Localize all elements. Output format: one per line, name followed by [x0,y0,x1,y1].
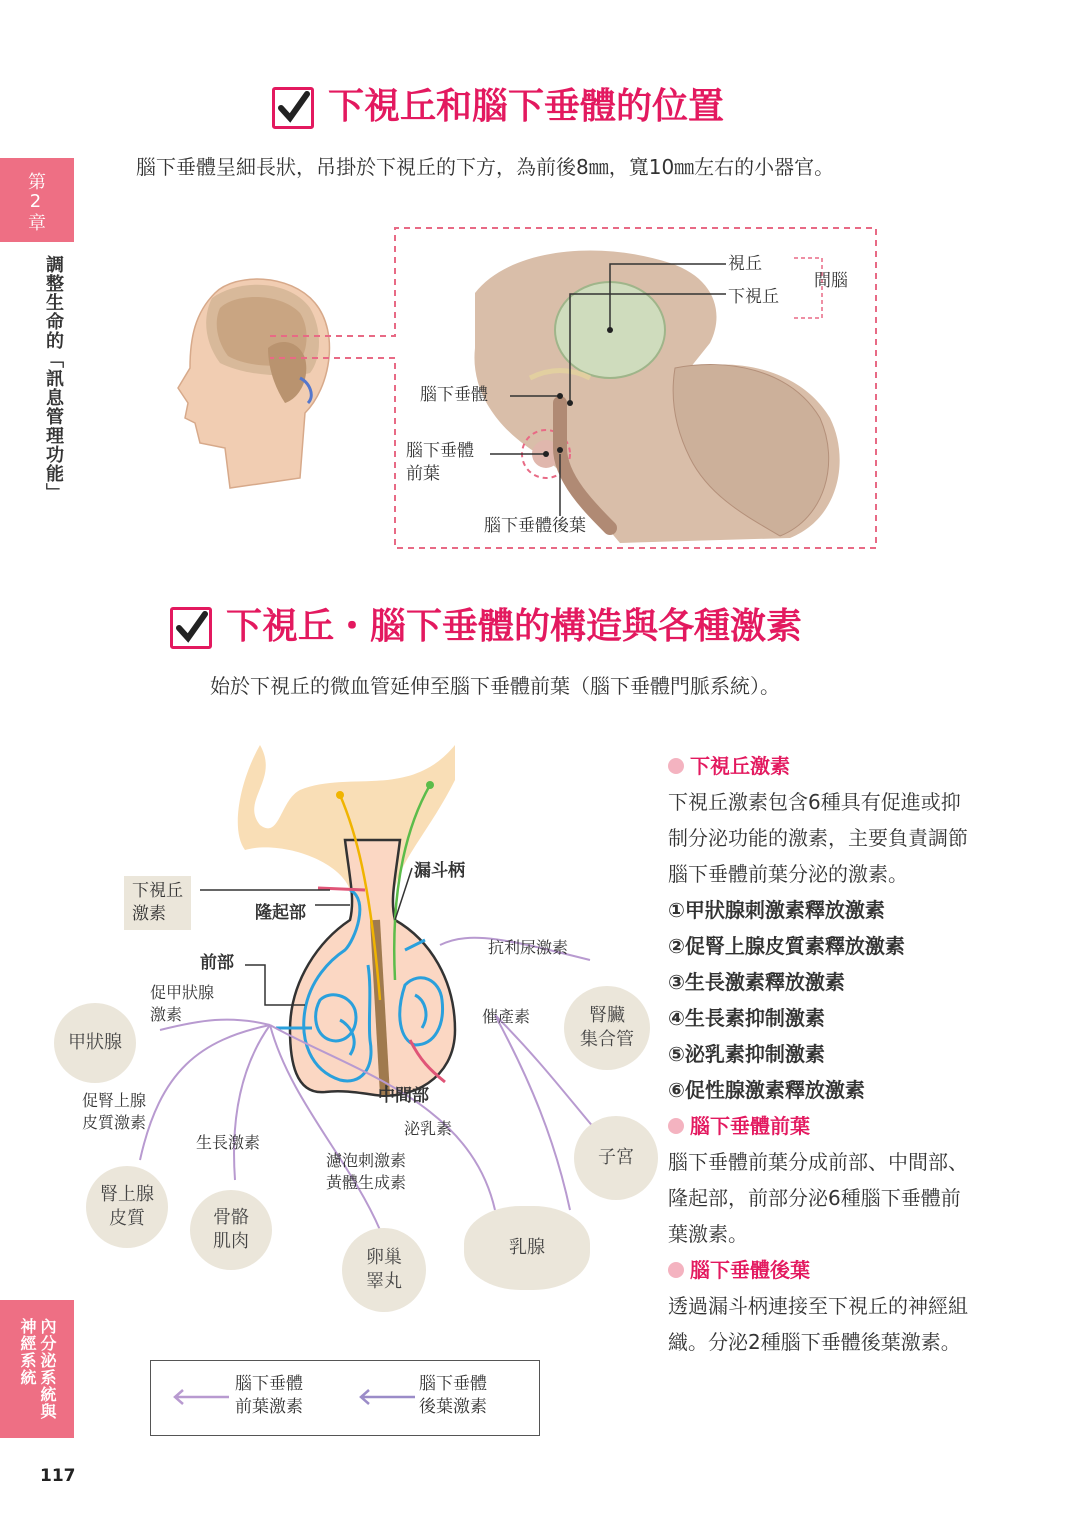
section1-intro: 腦下垂體呈細長狀，吊掛於下視丘的下方，為前後8㎜，寬10㎜左右的小器官。 [136,155,835,179]
section2-title [170,598,802,649]
page-number: 117 [40,1466,76,1486]
label-oxytocin: 催產素 [482,1007,531,1026]
section1-title-text: 下視丘和腦下垂體的位置 [328,86,725,127]
label-thalamus: 視丘 [728,254,762,274]
label-hypothalamic-hormone: 下視丘 激素 [124,876,191,930]
target-adrenal-cortex: 腎上腺 皮質 [86,1166,168,1248]
label-gh: 生長激素 [196,1133,261,1152]
head-profile-illustration [178,279,329,488]
label-diencephalon: 間腦 [814,271,848,291]
panel-text-hypothalamic: 下視丘激素包含6種具有促進或抑制分泌功能的激素，主要負責調節腦下垂體前葉分泌的激素。 [668,790,968,886]
target-ovary-testis: 卵巢 睪丸 [342,1228,426,1312]
legend-posterior-hormone: 腦下垂體 後葉激素 [419,1374,487,1417]
section1-title [272,78,724,129]
right-panel [668,748,968,1360]
target-thyroid: 甲狀腺 [54,1003,136,1083]
section-tab [0,1300,74,1438]
chapter-number: 第2章 [25,172,46,232]
list-item: ④生長素抑制激素 [668,1006,825,1030]
panel-heading-anterior: 腦下垂體前葉 [668,1108,968,1144]
target-uterus: 子宮 [574,1116,658,1200]
label-fsh-lh: 濾泡刺激素 黃體生成素 [326,1151,407,1192]
panel-heading-hypothalamic-hormone: 下視丘激素 [668,748,968,784]
label-posterior-lobe: 腦下垂體後葉 [484,516,586,536]
brain-illustration [150,218,890,558]
label-infundibulum: 漏斗柄 [414,861,465,881]
label-hypothalamus: 下視丘 [728,287,779,307]
legend-anterior-hormone: 腦下垂體 前葉激素 [235,1374,303,1417]
list-item: ①甲狀腺刺激素釋放激素 [668,898,885,922]
label-prolactin: 泌乳素 [404,1119,453,1138]
section-name: 內分泌系統與神經系統 [18,1318,57,1420]
arrow-violet-icon [357,1387,417,1407]
arrow-purple-icon [171,1387,231,1407]
list-item: ⑥促性腺激素釋放激素 [668,1078,865,1102]
target-skeletal-muscle: 骨骼 肌肉 [190,1190,272,1270]
legend-box [150,1360,540,1436]
hormone-list [668,892,968,1108]
panel-text-posterior: 透過漏斗柄連接至下視丘的神經組織。分泌2種腦下垂體後葉激素。 [668,1294,968,1354]
label-tsh: 促甲狀腺 激素 [150,983,215,1024]
label-intermediate-part: 中間部 [378,1086,429,1106]
target-kidney-collecting-duct: 腎臟 集合管 [564,986,650,1070]
section2-intro: 始於下視丘的微血管延伸至腦下垂體前葉（腦下垂體門脈系統）。 [210,674,780,698]
panel-text-anterior: 腦下垂體前葉分成前部、中間部、隆起部，前部分泌6種腦下垂體前葉激素。 [668,1150,968,1246]
label-anterior-lobe: 腦下垂體 前葉 [406,441,474,484]
label-pituitary: 腦下垂體 [420,385,488,405]
list-item: ②促腎上腺皮質素釋放激素 [668,934,905,958]
label-adh: 抗利尿激素 [488,938,569,957]
list-item: ③生長激素釋放激素 [668,970,845,994]
chapter-title: 調整生命的「訊息管理功能」 [43,255,64,502]
chapter-tab [0,158,74,242]
label-acth: 促腎上腺 皮質激素 [82,1091,147,1132]
panel-heading-posterior: 腦下垂體後葉 [668,1252,968,1288]
section2-title-text: 下視丘・腦下垂體的構造與各種激素 [226,606,803,647]
checkbox-icon [272,87,314,129]
label-pars-distalis: 前部 [200,953,234,973]
list-item: ⑤泌乳素抑制激素 [668,1042,825,1066]
checkbox-icon [170,607,212,649]
target-mammary-gland: 乳腺 [464,1206,590,1290]
label-tuberal-part: 隆起部 [255,903,306,923]
